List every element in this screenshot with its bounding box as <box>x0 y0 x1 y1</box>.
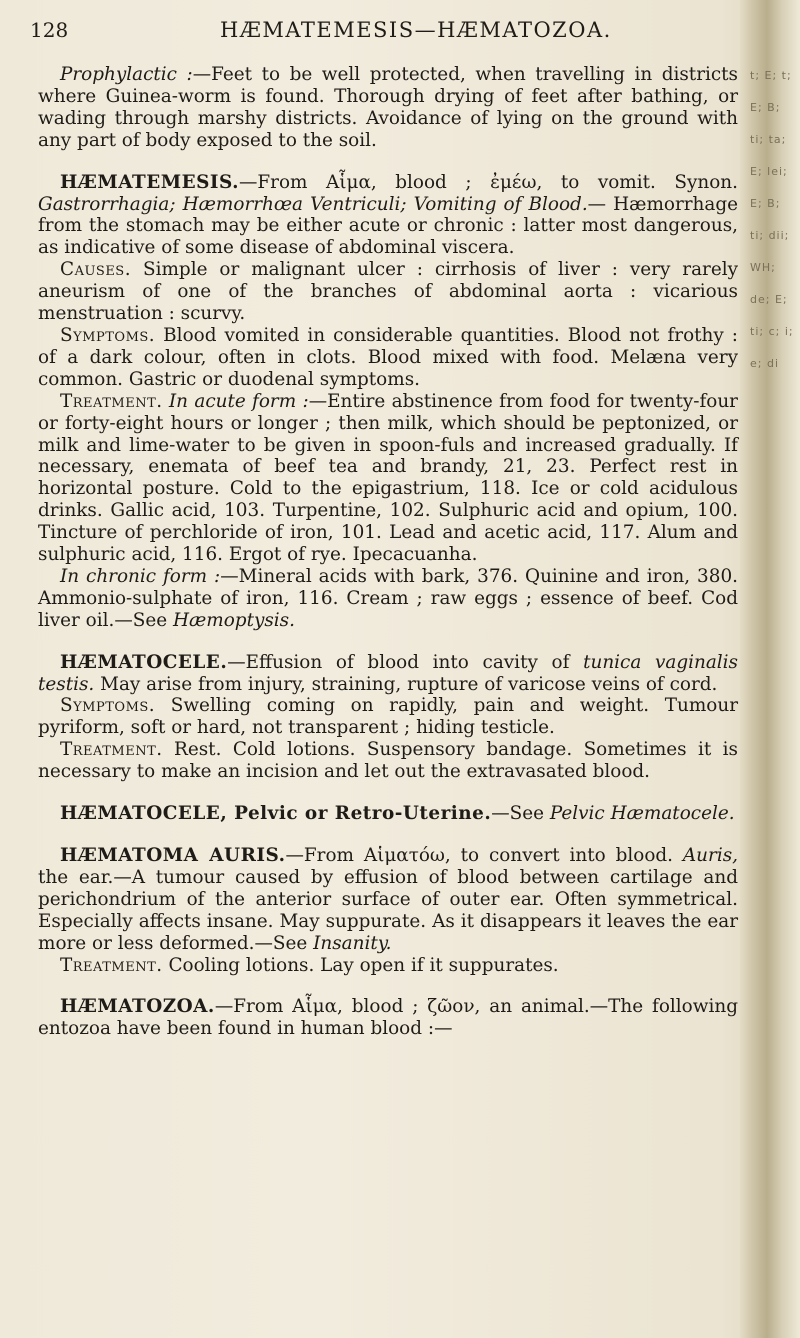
haematoma-auris-entry <box>38 845 738 955</box>
haematocele-italic: tunica vaginalis testis. <box>38 651 738 695</box>
book-spine-margin <box>740 0 800 1338</box>
haematemesis-symptoms <box>38 325 738 391</box>
running-head: HÆMATEMESIS—HÆMATOZOA. <box>220 18 612 42</box>
haematocele-treatment <box>38 739 738 783</box>
haematemesis-treatment-acute <box>38 391 738 566</box>
haematemesis-treatment-chronic <box>38 566 738 632</box>
haematocele-text-2: May arise from injury, straining, rupture of varicose veins of cord. <box>94 673 718 695</box>
haematocele-pelvic-heading: HÆMATOCELE, Pelvic or Retro-Uterine. <box>60 803 492 825</box>
treatment-label: Treatment. <box>60 390 163 412</box>
page-number: 128 <box>30 18 69 42</box>
haematozoa-heading: HÆMATOZOA. <box>60 996 215 1018</box>
haematemesis-causes <box>38 259 738 325</box>
haematocele-pelvic-entry <box>38 803 738 825</box>
chronic-label: In chronic form : <box>60 565 221 587</box>
haematocele-entry <box>38 652 738 696</box>
causes-label: Causes. <box>60 259 132 281</box>
haematemesis-intro: —From Αἷμα, blood ; ἐμέω, to vomit. Synon. <box>239 171 738 193</box>
haematoma-auris-treatment <box>38 955 738 977</box>
haematozoa-entry <box>38 996 738 1040</box>
haematoma-auris-text-2: the ear.—A tumour caused by effusion of blood between cartilage and perichondrium of the anterior surface of outer ear. Often symmetrical. Especially affects insane. May suppurate. As it disappears it leaves the ear more or less deformed.—See <box>38 866 738 954</box>
haematocele-symptoms-label: Symptoms. <box>60 695 156 717</box>
haematoma-auris-heading: HÆMATOMA AURIS. <box>60 845 286 866</box>
page-header <box>30 18 750 50</box>
haematozoa-text: —From Αἷμα, blood ; ζῶον, an animal.—The following entozoa have been found in human blood :— <box>38 996 738 1040</box>
haematocele-pelvic-text: —See <box>491 803 550 825</box>
symptoms-text: Blood vomited in considerable quantities. Blood not frothy : of a dark colour, often in clots. Blood mixed with food. Melæna very common. Gastric or duodenal symptoms. <box>38 324 738 390</box>
bleed-through-marks: t; E; t; E; B; ti; ta; E; lei; E; B; ti; dii; WH; de; E; ti; c; i; e; di <box>750 69 794 370</box>
haematemesis-heading: HÆMATEMESIS. <box>60 171 240 193</box>
haematoma-auris-auris: Auris, <box>682 845 738 866</box>
haematocele-text-1: —Effusion of blood into cavity of <box>227 651 584 673</box>
chronic-text: —Mineral acids with bark, 376. Quinine and iron, 380. Ammonio-sulphate of iron, 116. Cream ; raw eggs ; essence of beef. Cod liver oil.—See <box>38 565 738 631</box>
haematemesis-text: — Hæmorrhage from the stomach may be either acute or chronic : latter most dangerous, as indicative of some disease of abdominal viscera. <box>38 193 739 259</box>
haematocele-symptoms-text: Swelling coming on rapidly, pain and weight. Tumour pyriform, soft or hard, not transparent ; hiding testicle. <box>38 695 738 739</box>
prophylactic-label: Prophylactic : <box>60 64 193 85</box>
haematocele-treatment-label: Treatment. <box>60 739 163 761</box>
haematemesis-synonyms: Gastrorrhagia; Hæmorrhœa Ventriculi; Vomiting of Blood. <box>38 193 588 215</box>
prophylactic-paragraph <box>38 64 738 152</box>
haematoma-auris-see: Insanity. <box>313 932 392 954</box>
symptoms-label: Symptoms. <box>60 324 156 346</box>
chronic-see-reference: Hæmoptysis. <box>172 609 295 631</box>
prophylactic-text: —Feet to be well protected, when travelling in districts where Guinea-worm is found. Thorough drying of feet after bathing, or wading through marshy districts. Avoidance of lying on the ground with any part of body exposed to the soil. <box>38 64 738 151</box>
haematoma-auris-treatment-text: Cooling lotions. Lay open if it suppurates. <box>168 954 559 976</box>
haematemesis-entry <box>38 172 738 260</box>
haematoma-auris-text-1: —From Αἱματόω, to convert into blood. <box>285 845 683 866</box>
haematocele-heading: HÆMATOCELE. <box>60 651 228 673</box>
causes-text: Simple or malignant ulcer : cirrhosis of liver : very rarely aneurism of one of the branches of abdominal aorta : vicarious menstruation : scurvy. <box>38 259 738 325</box>
haematoma-auris-treatment-label: Treatment. <box>60 954 163 976</box>
acute-label: In acute form : <box>168 390 309 412</box>
haematocele-treatment-text: Rest. Cold lotions. Suspensory bandage. Sometimes it is necessary to make an incision and let out the extravasated blood. <box>38 739 738 783</box>
acute-text: —Entire abstinence from food for twenty-four or forty-eight hours or longer ; then milk, which should be peptonized, or milk and lime-water to be given in spoon-fuls and increased gradually. If necessary, enemata of beef tea and brandy, 21, 23. Perfect rest in horizontal posture. Cold to the epigastrium, 118. Ice or cold acidulous drinks. Gallic acid, 103. Turpentine, 102. Sulphuric acid and opium, 100. Tincture of perchloride of iron, 101. Lead and acetic acid, 117. Alum and sulphuric acid, 116. Ergot of rye. Ipecacuanha. <box>38 390 738 566</box>
page-body <box>38 64 738 1040</box>
haematocele-symptoms <box>38 695 738 739</box>
haematocele-pelvic-see: Pelvic Hæmatocele. <box>549 803 735 825</box>
